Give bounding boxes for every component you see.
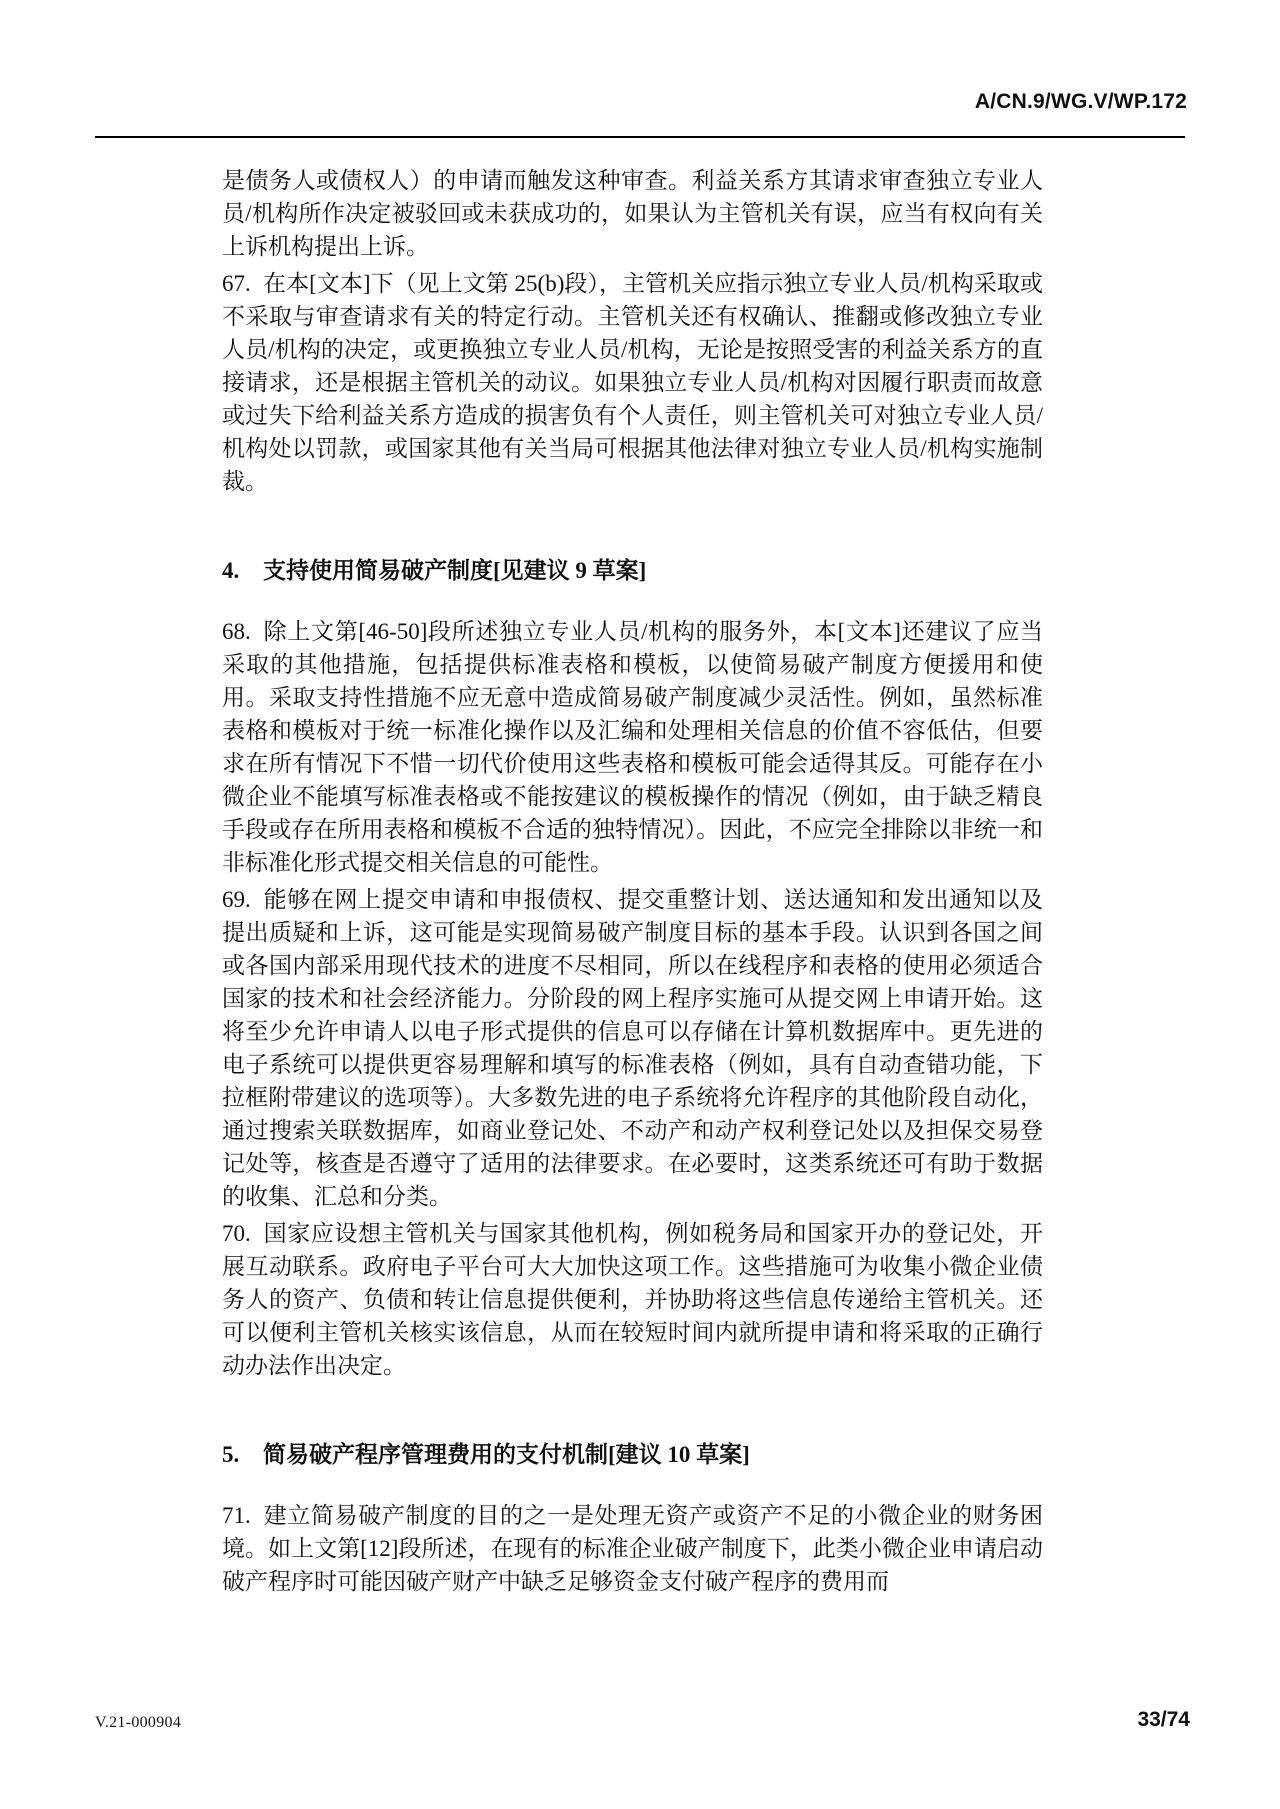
body-paragraph	[222, 1499, 1043, 1598]
paragraph-text: 国家应设想主管机关与国家其他机构，例如税务局和国家开办的登记处，开展互动联系。政府电子平台可大大加快这项工作。这些措施可为收集小微企业债务人的资产、负债和转让信息提供便利，并协助将这些信息传递给主管机关。还可以便利主管机关核实该信息，从而在较短时间内就所提申请和将采取的正确行动办法作出决定。	[222, 1221, 1043, 1378]
body-paragraph	[222, 615, 1043, 879]
footer-page-indicator: 33/74	[1137, 1708, 1190, 1731]
section-heading-text: 简易破产程序管理费用的支付机制[建议 10 草案]	[263, 1442, 750, 1467]
header-rule	[95, 136, 1185, 138]
footer-document-number: V.21-000904	[95, 1714, 182, 1731]
paragraph-number: 67.	[222, 271, 251, 296]
paragraph-number: 70.	[222, 1221, 251, 1246]
paragraph-number: 71.	[222, 1503, 251, 1528]
paragraph-text: 是债务人或债权人）的申请而触发这种审查。利益关系方其请求审查独立专业人员/机构所作决定被驳回或未获成功的，如果认为主管机关有误，应当有权向有关上诉机构提出上诉。	[222, 168, 1043, 259]
section-number: 4.	[222, 558, 240, 583]
section-heading-text: 支持使用简易破产制度[见建议 9 草案]	[263, 558, 647, 583]
body-paragraph	[222, 164, 1043, 263]
section-number: 5.	[222, 1442, 240, 1467]
body-paragraph	[222, 1217, 1043, 1382]
paragraph-text: 能够在网上提交申请和申报债权、提交重整计划、送达通知和发出通知以及提出质疑和上诉，这可能是实现简易破产制度目标的基本手段。认识到各国之间或各国内部采用现代技术的进度不尽相同，所以在线程序和表格的使用必须适合国家的技术和社会经济能力。分阶段的网上程序实施可从提交网上申请开始。这将至少允许申请人以电子形式提供的信息可以存储在计算机数据库中。更先进的电子系统可以提供更容易理解和填写的标准表格（例如，具有自动查错功能，下拉框附带建议的选项等）。大多数先进的电子系统将允许程序的其他阶段自动化，通过搜索关联数据库，如商业登记处、不动产和动产权利登记处以及担保交易登记处等，核查是否遵守了适用的法律要求。在必要时，这类系统还可有助于数据的收集、汇总和分类。	[222, 887, 1043, 1209]
paragraph-text: 在本[文本]下（见上文第 25(b)段），主管机关应指示独立专业人员/机构采取或不采取与审查请求有关的特定行动。主管机关还有权确认、推翻或修改独立专业人员/机构的决定，或更换独立专业人员/机构，无论是按照受害的利益关系方的直接请求，还是根据主管机关的动议。如果独立专业人员/机构对因履行职责而故意或过失下给利益关系方造成的损害负有个人责任，则主管机关可对独立专业人员/机构处以罚款，或国家其他有关当局可根据其他法律对独立专业人员/机构实施制裁。	[222, 271, 1043, 494]
document-body	[222, 164, 1043, 1598]
body-paragraph	[222, 883, 1043, 1213]
document-symbol: A/CN.9/WG.V/WP.172	[974, 90, 1187, 113]
paragraph-text: 除上文第[46-50]段所述独立专业人员/机构的服务外，本[文本]还建议了应当采取的其他措施，包括提供标准表格和模板，以使简易破产制度方便援用和使用。采取支持性措施不应无意中造成简易破产制度减少灵活性。例如，虽然标准表格和模板对于统一标准化操作以及汇编和处理相关信息的价值不容低估，但要求在所有情况下不惜一切代价使用这些表格和模板可能会适得其反。可能存在小微企业不能填写标准表格或不能按建议的模板操作的情况（例如，由于缺乏精良手段或存在所用表格和模板不合适的独特情况）。因此，不应完全排除以非统一和非标准化形式提交相关信息的可能性。	[222, 619, 1043, 875]
section-heading	[222, 554, 1043, 587]
paragraph-text: 建立简易破产制度的目的之一是处理无资产或资产不足的小微企业的财务困境。如上文第[12]段所述，在现有的标准企业破产制度下，此类小微企业申请启动破产程序时可能因破产财产中缺乏足够资金支付破产程序的费用而	[222, 1503, 1043, 1594]
paragraph-number: 68.	[222, 619, 251, 644]
section-heading	[222, 1438, 1043, 1471]
paragraph-number: 69.	[222, 887, 251, 912]
body-paragraph	[222, 267, 1043, 498]
